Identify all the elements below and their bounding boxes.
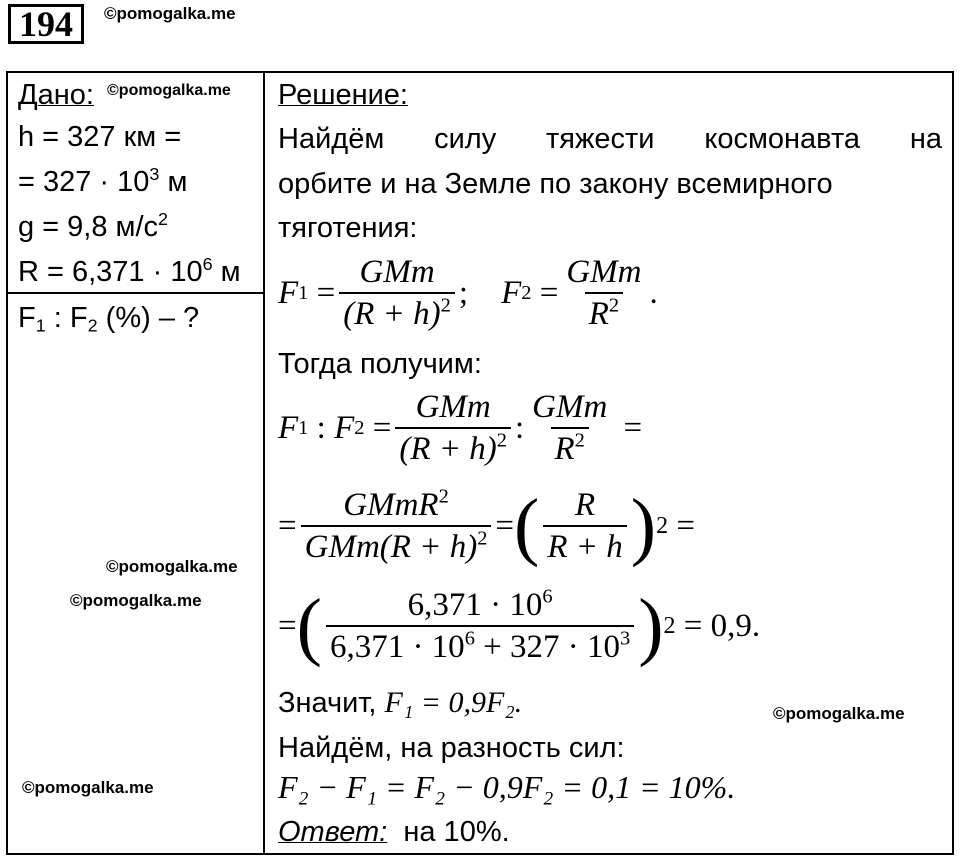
solution-intro-1: Найдём силу тяжести космонавта на — [278, 123, 942, 155]
watermark: ©pomogalka.me — [70, 591, 202, 610]
watermark: ©pomogalka.me — [773, 704, 905, 723]
formula-ratio-simplified: = $\frac{GMmR^2}{GMm(R + h)^2}$ = ( $\frac{R}{R + h}$ ) 2 = — [278, 484, 695, 568]
watermark: ©pomogalka.me — [22, 778, 154, 797]
given-h: h = 327 км = — [18, 121, 182, 153]
solution-therefore: Значит, F₁ = 0,9F₂. — [278, 686, 523, 719]
problem-number: 194 — [8, 4, 84, 44]
column-divider — [263, 71, 265, 855]
solution-then: Тогда получим: — [278, 348, 482, 380]
given-h-si: = $327 \cdot 10^3$ м — [18, 164, 188, 198]
solution-label: Решение: — [278, 79, 408, 111]
given-divider — [6, 292, 265, 294]
watermark: ©pomogalka.me — [106, 557, 238, 576]
formula-forces: F 1 = $\frac{\text{GMm}}{(R + h)^2}$ ; F 2 = $\frac{\text{GMm}}{R^2}$ . — [278, 253, 658, 332]
formula-ratio-numeric: = ( $\frac{6,371 \cdot 10^6}{6,371 \cdot 10^6 + 327 \cdot 10^3}$ ) 2 = 0,9. — [278, 584, 761, 668]
given-g: g = 9,8 $м/с^2$ — [18, 209, 169, 243]
formula-ratio: F 1 : F 2 = $\frac{\text{GMm}}{(R + h)^2}$ : $\frac{\text{GMm}}{R^2}$ = — [278, 388, 643, 467]
solution-intro-3: тяготения: — [278, 212, 418, 244]
given-R: $R = 6,371 \cdot 10^6$ м — [18, 254, 241, 288]
formula-difference: F₂ − F₁ = F₂ − 0,9F₂ = 0,1 = 10%. — [278, 769, 736, 805]
given-label: Дано: — [18, 79, 94, 111]
solution-intro-2: орбите и на Земле по закону всемирного — [278, 168, 833, 200]
find-quantity: $F_1$ : $F_2$ (%) – ? — [18, 302, 200, 336]
watermark: ©pomogalka.me — [104, 4, 236, 23]
answer: Ответ: на 10%. — [278, 816, 510, 848]
solution-find-diff: Найдём, на разность сил: — [278, 732, 625, 764]
watermark: ©pomogalka.me — [107, 82, 231, 99]
